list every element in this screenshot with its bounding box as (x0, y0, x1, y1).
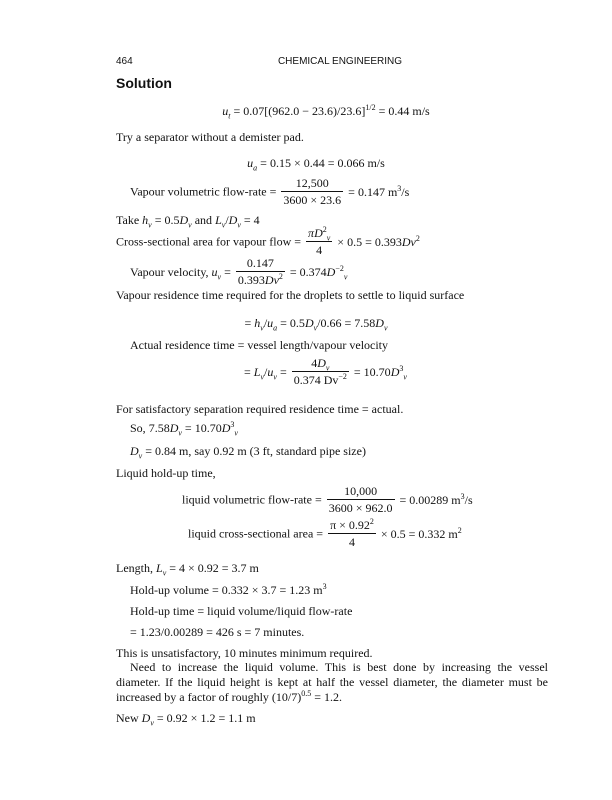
eq-liquid-cross-sectional-area: liquid cross-sectional area = $\frac{\pi \times 0.92^2}{4}$ × 0.5 = 0.332 $m^2$ (188, 517, 462, 549)
text-holdup-time-label: Liquid hold-up time, (116, 466, 216, 480)
text-unsatisfactory: This is unsatisfactory, 10 minutes minimum required. (116, 646, 373, 660)
eq-cross-sectional-area: Cross-sectional area for vapour flow = $\frac{\pi D^2_v}{4}$ × $0.5 = 0.393Dv^2$ (116, 225, 420, 257)
text-actual-residence: Actual residence time = vessel length/vapour velocity (130, 338, 389, 352)
eq-so: So, $7.58D_v = 10.70D^3_v$ (130, 420, 238, 438)
fraction: $\frac{4D_v}{0.374 Dv^{-2}}$ (293, 356, 347, 387)
fraction: $\frac{\pi \times 0.92^2}{4}$ (330, 517, 374, 549)
eq-allowable-velocity: $u_a = 0.15 \times 0.44 = 0.066$ m/s (247, 156, 385, 173)
text-holdup-time-eq: Hold-up time = liquid volume/liquid flow-rate (130, 604, 353, 618)
text-holdup-time-value: = 1.23/0.00289 = 426 s = 7 minutes. (130, 625, 305, 639)
eq-length: Length, $L_v = 4 \times 0.92 = 3.7$ m (116, 561, 259, 578)
fraction: $\frac{\pi D^2_v}{4}$ (308, 225, 331, 257)
text-take-ratios: Take $h_v = 0.5D_v$ and $L_v/D_v = 4$ (116, 213, 260, 230)
eq-diameter: $D_v = 0.84$ m, say 0.92 m (3 ft, standard pipe size) (130, 444, 366, 461)
eq-vapour-velocity: Vapour velocity, $u_v$ = $\frac{0.147}{0.393Dv^2}$ = $0.374D^{-2}_v$ (130, 256, 348, 287)
page-number: 464 (116, 56, 133, 67)
text-satisfactory: For satisfactory separation required residence time = actual. (116, 402, 404, 416)
eq-liquid-volumetric-flow: liquid volumetric flow-rate = $\frac{10,000}{3600 \times 962.0}$ = 0.00289 $m^3/s$ (182, 484, 473, 515)
eq-residence-required: = $h_v/u_a = 0.5D_v/0.66 = 7.58D_v$ (244, 316, 388, 333)
text-try-separator: Try a separator without a demister pad. (116, 130, 304, 144)
eq-new-diameter: New $D_v = 0.92 \times 1.2 = 1.1$ m (116, 711, 256, 728)
eq-vapour-volumetric-flow: Vapour volumetric flow-rate = $\frac{12,500}{3600 \times 23.6}$ = 0.147 $m^3/s$ (130, 176, 410, 207)
running-title: CHEMICAL ENGINEERING (277, 56, 403, 67)
fraction: $\frac{0.147}{0.393Dv^2}$ (237, 256, 283, 287)
fraction: $\frac{12,500}{3600 \times 23.6}$ (283, 176, 342, 207)
fraction: $\frac{10,000}{3600 \times 962.0}$ (328, 484, 393, 515)
section-title: Solution (116, 75, 172, 91)
text-residence-required: Vapour residence time required for the droplets to settle to liquid surface (116, 288, 465, 302)
eq-holdup-volume: Hold-up volume = 0.332 × 3.7 = 1.23 $m^3$ (130, 582, 327, 597)
eq-terminal-velocity: $u_t = 0.07[(962.0 - 23.6)/23.6]^{1/2} = 0.44$ m/s (222, 103, 430, 121)
eq-actual-residence: = $L_v/u_v$ = $\frac{4D_v}{0.374 Dv^{-2}}$ = $10.70D^3_v$ (244, 356, 407, 387)
paragraph-increase-diameter: Need to increase the liquid volume. This is best done by increasing the vessel diameter. If the liquid height is kept at half the vessel diameter, the diameter must be increased by a factor of roughly $(10/7)^{0.5} = 1.2$. (116, 660, 548, 704)
